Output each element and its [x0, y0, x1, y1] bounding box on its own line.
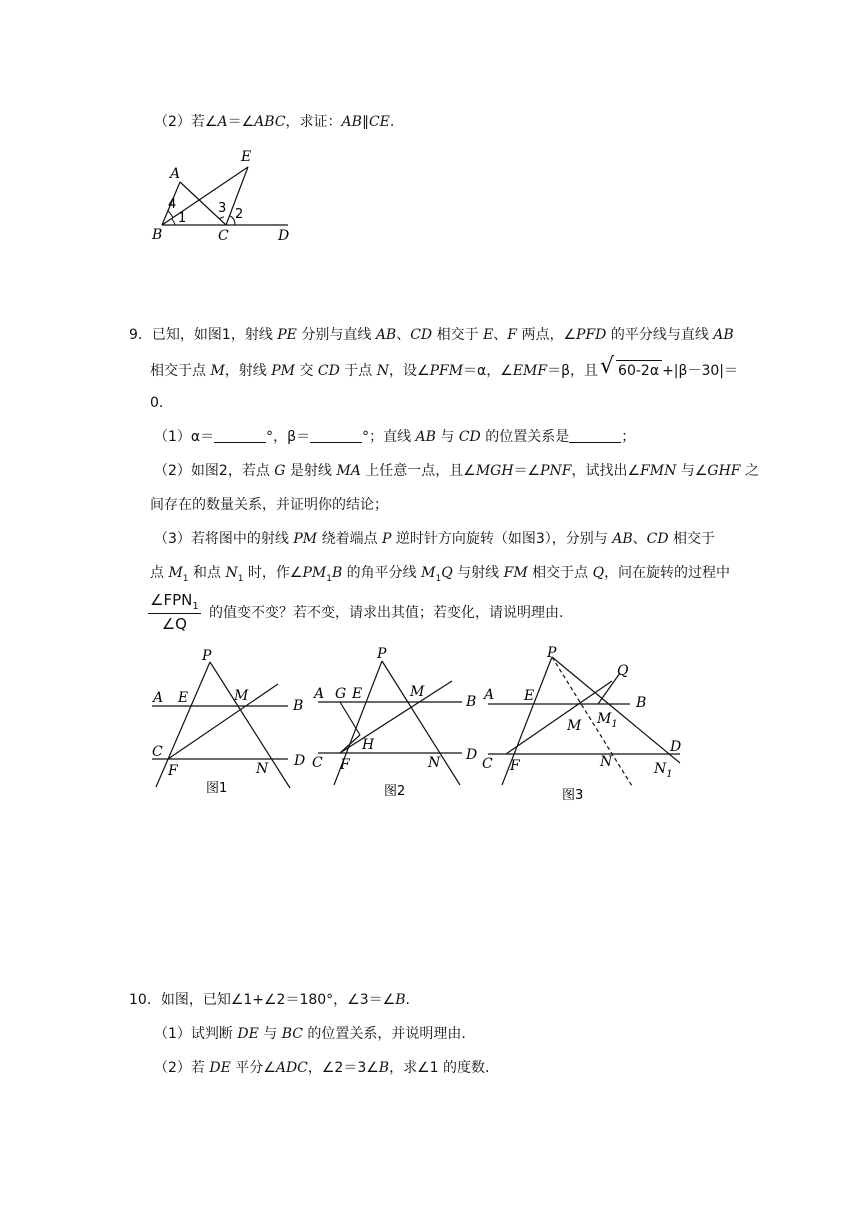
q9-part3-line2: 点 $M_1$ 和点 $N_1$ 时，作$\angle PM_1B$ 的角平分线 $M_1Q$ 与射线 FM 相交于点 Q，问在旋转的过程中 [150, 565, 731, 584]
q9-part3-line3: 的值变不变？若不变，请求出其值；若变化，请说明理由. [209, 605, 564, 621]
f3-label-E: E [524, 688, 535, 704]
f1-label-B: B [293, 698, 304, 714]
label-E: E [241, 149, 252, 165]
angle-4-label: 4 [168, 197, 177, 212]
f3-label-M1: $M_1$ [597, 711, 618, 730]
f3-caption: 图3 [562, 788, 584, 803]
q8-part2: （2）若∠A＝∠ABC，求证：AB∥CE. [154, 114, 395, 130]
f3-label-N1: $N_1$ [654, 761, 673, 780]
q9-part2-line1: （2）如图2，若点 G 是射线 MA 上任意一点，且∠MGH＝∠PNF，试找出∠FMN 与∠GHF 之 [154, 463, 759, 479]
figure-3 [480, 643, 695, 808]
f3-label-N: N [600, 754, 613, 770]
figure-2 [310, 643, 495, 803]
f1-label-A: A [153, 690, 164, 706]
figure-1 [148, 648, 318, 798]
q9-line3: 0. [150, 395, 164, 411]
q10-part1: （1）试判断 DE 与 BC 的位置关系，并说明理由. [154, 1026, 466, 1042]
f3-label-B: B [636, 695, 647, 711]
f2-label-A: A [314, 686, 325, 702]
q10-line1: 10．如图，已知∠1+∠2＝180°，∠3＝∠B. [129, 992, 410, 1008]
q9-line2: 相交于点 M，射线 PM 交 CD 于点 N，设∠PFM＝α，∠EMF＝β，且 √ 60-2α +|β－30|＝ [150, 354, 738, 379]
f1-caption: 图1 [206, 781, 228, 796]
label-C: C [218, 228, 229, 244]
q9-part2-line2: 间存在的数量关系，并证明你的结论； [150, 497, 388, 513]
f1-label-P: P [202, 648, 212, 664]
answer-blank-relation[interactable] [569, 428, 621, 443]
q10-part2: （2）若 DE 平分∠ADC，∠2＝3∠B，求∠1 的度数. [154, 1060, 490, 1076]
f3-label-Q: Q [617, 663, 629, 679]
q9-line1: 9．已知，如图1，射线 PE 分别与直线 AB、CD 相交于 E、F 两点，∠PFD 的平分线与直线 AB [129, 327, 734, 343]
figure-q8 [148, 145, 298, 245]
angle-3-label: 3 [218, 201, 227, 216]
f2-label-F: F [340, 757, 350, 773]
f2-label-N: N [428, 755, 441, 771]
f1-label-N: N [256, 761, 269, 777]
f2-label-D: D [466, 747, 478, 763]
f1-label-C: C [152, 744, 163, 760]
angle-1-label: 1 [178, 211, 187, 226]
sqrt-expression: √ 60-2α [600, 360, 662, 380]
f2-label-E: E [352, 686, 363, 702]
f2-label-G: G [335, 686, 347, 702]
f1-label-E: E [178, 690, 189, 706]
answer-blank-alpha[interactable] [214, 428, 266, 443]
ratio-fraction: $\angle FPN_1$ ∠Q [150, 591, 199, 633]
label-B: B [152, 227, 163, 243]
f2-caption: 图2 [384, 784, 406, 799]
f3-label-D: D [670, 739, 682, 755]
angle-2-label: 2 [235, 207, 244, 222]
f2-label-M: M [410, 684, 425, 700]
f2-label-B: B [466, 694, 477, 710]
f1-label-M: M [234, 688, 249, 704]
label-D: D [278, 228, 290, 244]
f1-label-D: D [294, 753, 306, 769]
f3-label-C: C [482, 756, 493, 772]
f3-label-F: F [510, 758, 520, 774]
f1-label-F: F [168, 763, 178, 779]
f2-label-H: H [362, 737, 375, 753]
f2-label-C: C [312, 755, 323, 771]
label-A: A [170, 166, 181, 182]
f2-label-P: P [377, 646, 387, 662]
q9-part1: （1）α＝ °，β＝ °；直线 AB 与 CD 的位置关系是 ； [154, 429, 636, 445]
q9-part3-line1: （3）若将图中的射线 PM 绕着端点 P 逆时针方向旋转（如图3），分别与 AB、CD 相交于 [154, 531, 716, 547]
answer-blank-beta[interactable] [310, 428, 362, 443]
f3-label-P: P [547, 645, 557, 661]
f3-label-A: A [484, 687, 495, 703]
f3-label-M: M [567, 718, 582, 734]
